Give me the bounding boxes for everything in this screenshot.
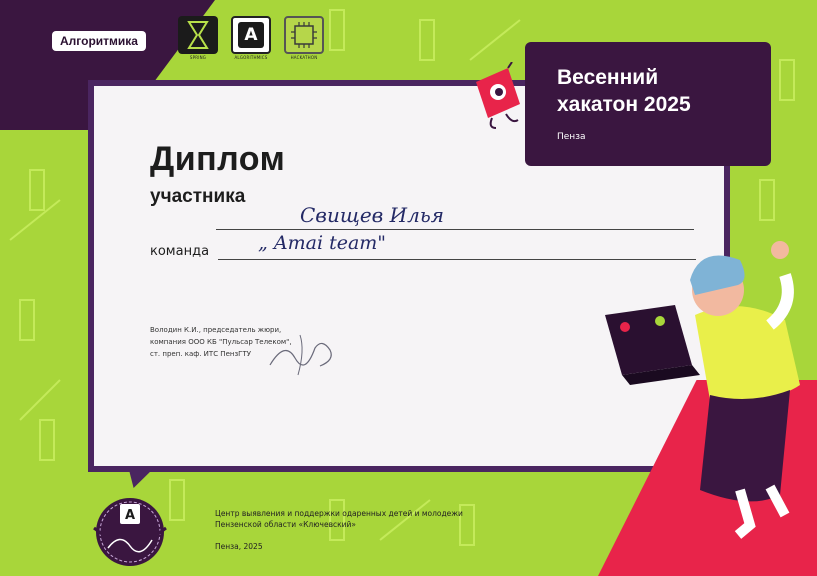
- hourglass-icon: [186, 20, 210, 50]
- logo-hackathon: HACKATHON: [282, 16, 326, 60]
- issuer-text: Центр выявления и поддержки одаренных детей и молодежи Пензенской области «Ключевский»: [215, 509, 463, 529]
- diploma-title: Диплом: [150, 140, 286, 178]
- event-city: Пенза: [557, 132, 586, 142]
- event-title: Весенний хакатон 2025: [557, 66, 691, 116]
- logo-spring: SPRING: [176, 16, 220, 60]
- svg-text:A: A: [124, 508, 136, 523]
- signature-icon: [260, 320, 350, 380]
- event-title-card: [525, 42, 771, 166]
- signer-block: Володин К.И., председатель жюри, компания ООО КБ "Пульсар Телеком", ст. преп. каф. ИТС ПензГТУ: [150, 326, 292, 358]
- a-letter-icon: A: [238, 22, 264, 48]
- partner-logos: [176, 16, 326, 60]
- brand-logo: Алгоритмика: [52, 31, 146, 51]
- recipient-name: Свищев Илья: [300, 203, 444, 227]
- diploma-subtitle: участника: [150, 186, 246, 207]
- team-name: „ Amai team": [258, 232, 387, 254]
- logo-algorithmics: A ALGORITHMICS: [229, 16, 273, 60]
- seal-badge-icon: [90, 488, 170, 576]
- place-and-year: Пенза, 2025: [215, 542, 263, 551]
- character-with-laptop-icon: [600, 225, 817, 565]
- circuit-icon: [289, 20, 319, 50]
- mascot-robot-icon: [468, 62, 528, 132]
- team-label: команда: [150, 244, 210, 259]
